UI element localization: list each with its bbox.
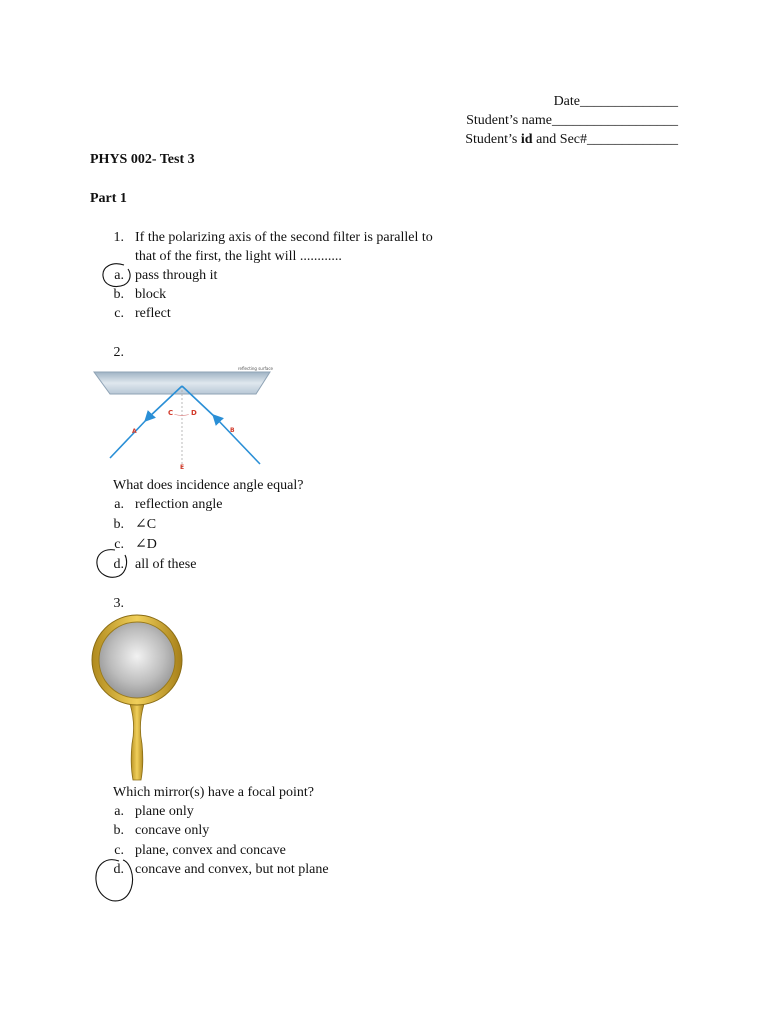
option-letter: b.: [113, 287, 124, 302]
reflection-diagram: [92, 366, 282, 471]
question-number: 3.: [113, 596, 124, 611]
option-text: concave only: [135, 823, 210, 838]
student-id-bold: id: [520, 132, 533, 147]
option-text: pass through it: [135, 268, 218, 283]
option-text: all of these: [135, 557, 197, 572]
option-letter: d.: [113, 862, 124, 877]
incident-ray: [216, 418, 260, 464]
part-heading: Part 1: [90, 191, 127, 206]
option-letter: c.: [114, 843, 124, 858]
option-letter: c.: [114, 306, 124, 321]
option-text: ∠C: [135, 517, 157, 532]
option-text: concave and convex, but not plane: [135, 862, 329, 877]
hand-mirror-image: [88, 614, 188, 784]
option-text: plane, convex and concave: [135, 843, 286, 858]
label-c: C: [168, 409, 174, 417]
student-id-prefix: Student’s: [465, 132, 521, 147]
student-id-suffix: and Sec#_____________: [532, 132, 678, 147]
option-text: reflection angle: [135, 497, 223, 512]
question-text: What does incidence angle equal?: [113, 478, 304, 493]
question-text-line: that of the first, the light will ............: [135, 249, 342, 264]
option-letter: b.: [113, 823, 124, 838]
option-text: ∠D: [135, 537, 157, 552]
date-field: Date______________: [553, 94, 678, 109]
option-text: plane only: [135, 804, 194, 819]
mirror-glass: [99, 622, 175, 698]
option-text: block: [135, 287, 167, 302]
option-letter: a.: [114, 804, 124, 819]
option-letter: a.: [114, 497, 124, 512]
label-e: E: [180, 464, 185, 471]
option-letter: d.: [113, 557, 124, 572]
mirror-handle: [130, 704, 144, 780]
student-name-field: Student’s name__________________: [466, 113, 678, 128]
reflected-ray-tail: [110, 418, 148, 458]
option-letter: a.: [114, 268, 124, 283]
student-id-field: [465, 131, 678, 149]
label-d: D: [191, 409, 197, 417]
question-number: 1.: [113, 230, 124, 245]
option-text: reflect: [135, 306, 171, 321]
question-number: 2.: [113, 345, 124, 360]
answer-circle-mark: [93, 856, 139, 906]
question-text-line: If the polarizing axis of the second filter is parallel to: [135, 230, 433, 245]
label-a: A: [132, 428, 137, 435]
option-letter: c.: [114, 537, 124, 552]
answer-circle-mark: [100, 261, 140, 291]
surface-label: reflecting surface: [238, 366, 274, 371]
label-b: B: [230, 427, 235, 434]
option-letter: b.: [113, 517, 124, 532]
page-title: PHYS 002- Test 3: [90, 152, 195, 167]
answer-circle-mark: [95, 547, 135, 581]
question-text: Which mirror(s) have a focal point?: [113, 785, 314, 800]
